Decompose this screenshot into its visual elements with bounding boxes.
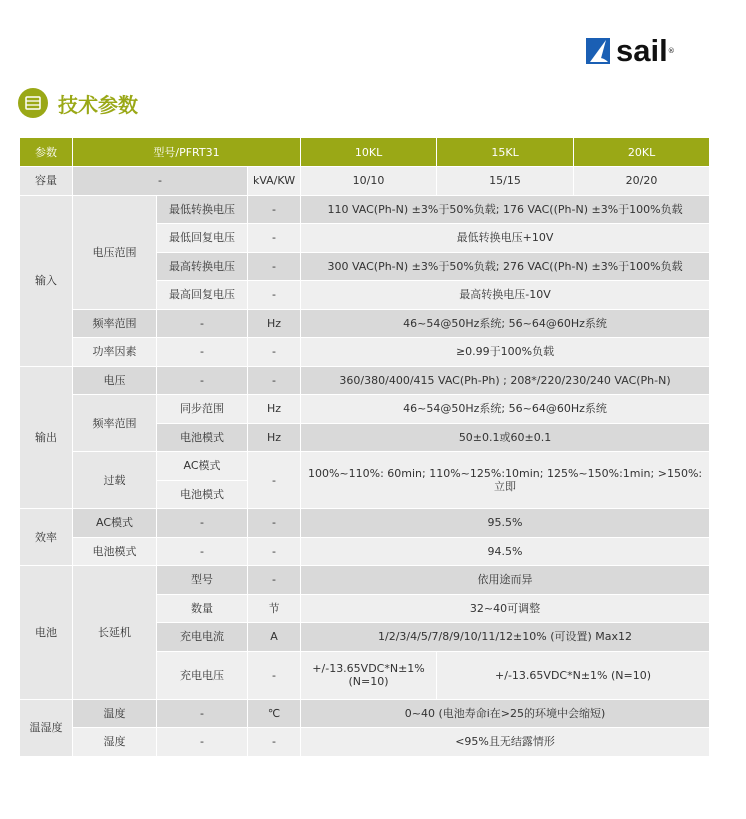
value-cell: +/-13.65VDC*N±1% (N=10) — [301, 651, 437, 699]
value-cell: 94.5% — [301, 537, 710, 566]
param-name: 最低回复电压 — [157, 224, 248, 253]
section-header — [18, 88, 138, 118]
table-row — [20, 366, 710, 395]
value-cell: 20/20 — [574, 167, 710, 196]
unit-cell: - — [248, 252, 301, 281]
unit-cell: - — [248, 537, 301, 566]
unit-cell: - — [248, 195, 301, 224]
unit-cell: A — [248, 623, 301, 652]
subgroup-label: 温度 — [73, 699, 157, 728]
table-row — [20, 338, 710, 367]
value-cell: 300 VAC(Ph-N) ±3%于50%负载; 276 VAC((Ph-N) ±3%于100%负载 — [301, 252, 710, 281]
param-name: - — [157, 699, 248, 728]
section-title: 技术参数 — [58, 92, 138, 117]
param-name: - — [157, 509, 248, 538]
table-row — [20, 167, 710, 196]
table-header-row — [20, 138, 710, 167]
table-row — [20, 509, 710, 538]
subgroup-label: 长延机 — [73, 566, 157, 700]
group-label: 温湿度 — [20, 699, 73, 756]
unit-cell: - — [248, 224, 301, 253]
unit-cell: - — [248, 366, 301, 395]
param-name: 充电电压 — [157, 651, 248, 699]
param-name: 电池模式 — [157, 423, 248, 452]
param-name: AC模式 — [157, 452, 248, 481]
unit-cell: - — [248, 509, 301, 538]
param-name: - — [157, 309, 248, 338]
value-cell: 110 VAC(Ph-N) ±3%于50%负载; 176 VAC((Ph-N) ±3%于100%负载 — [301, 195, 710, 224]
param-name: 型号 — [157, 566, 248, 595]
param-name: 充电电流 — [157, 623, 248, 652]
spec-list-icon — [18, 88, 48, 118]
value-cell: 46~54@50Hz系统; 56~64@60Hz系统 — [301, 309, 710, 338]
value-cell: ≥0.99于100%负载 — [301, 338, 710, 367]
value-cell: 46~54@50Hz系统; 56~64@60Hz系统 — [301, 395, 710, 424]
unit-cell: - — [248, 281, 301, 310]
table-row — [20, 537, 710, 566]
value-cell: 0~40 (电池寿命i在>25的环境中会缩短) — [301, 699, 710, 728]
sail-logo-text: sail — [616, 33, 668, 68]
param-name: - — [157, 366, 248, 395]
param-name: - — [157, 338, 248, 367]
value-cell: 最低转换电压+10V — [301, 224, 710, 253]
header-cell: 20KL — [574, 138, 710, 167]
unit-cell: - — [248, 452, 301, 509]
param-name: 最高转换电压 — [157, 252, 248, 281]
value-cell: 95.5% — [301, 509, 710, 538]
header-cell: 15KL — [437, 138, 574, 167]
unit-cell: kVA/KW — [248, 167, 301, 196]
value-cell: 32~40可调整 — [301, 594, 710, 623]
value-cell: 100%~110%: 60min; 110%~125%:10min; 125%~150%:1min; >150%: 立即 — [301, 452, 710, 509]
group-label: 输出 — [20, 366, 73, 509]
value-cell: 依用途而异 — [301, 566, 710, 595]
sail-logo-mark-icon — [586, 36, 612, 66]
table-row — [20, 728, 710, 757]
value-cell: 最高转换电压-10V — [301, 281, 710, 310]
value-cell: 1/2/3/4/5/7/8/9/10/11/12±10% (可设置) Max12 — [301, 623, 710, 652]
group-label: 电池 — [20, 566, 73, 700]
table-row — [20, 195, 710, 224]
param-name: 最高回复电压 — [157, 281, 248, 310]
param-name: - — [157, 537, 248, 566]
value-cell: 15/15 — [437, 167, 574, 196]
subgroup-label: AC模式 — [73, 509, 157, 538]
group-label: 输入 — [20, 195, 73, 366]
subgroup-label: 频率范围 — [73, 395, 157, 452]
unit-cell: - — [248, 651, 301, 699]
registered-mark: ® — [667, 47, 675, 55]
value-cell: 360/380/400/415 VAC(Ph-Ph) ; 208*/220/230/240 VAC(Ph-N) — [301, 366, 710, 395]
unit-cell: Hz — [248, 309, 301, 338]
param-name: - — [157, 728, 248, 757]
subgroup-label: 过载 — [73, 452, 157, 509]
subgroup-label: 电压范围 — [73, 195, 157, 309]
unit-cell: Hz — [248, 395, 301, 424]
value-cell: 10/10 — [301, 167, 437, 196]
cell: - — [73, 167, 248, 196]
header-cell: 参数 — [20, 138, 73, 167]
table-row — [20, 309, 710, 338]
table-row — [20, 699, 710, 728]
subgroup-label: 电池模式 — [73, 537, 157, 566]
value-cell: <95%且无结露情形 — [301, 728, 710, 757]
subgroup-label: 湿度 — [73, 728, 157, 757]
param-name: 最低转换电压 — [157, 195, 248, 224]
table-row — [20, 566, 710, 595]
subgroup-label: 频率范围 — [73, 309, 157, 338]
value-cell: 50±0.1或60±0.1 — [301, 423, 710, 452]
param-name: 数量 — [157, 594, 248, 623]
unit-cell: - — [248, 728, 301, 757]
sail-logo — [586, 33, 675, 68]
unit-cell: ℃ — [248, 699, 301, 728]
spec-table — [19, 137, 710, 757]
header-cell: 10KL — [301, 138, 437, 167]
table-row — [20, 452, 710, 481]
unit-cell: - — [248, 566, 301, 595]
group-label: 容量 — [20, 167, 73, 196]
header-cell: 型号/PFRT31 — [73, 138, 301, 167]
unit-cell: Hz — [248, 423, 301, 452]
value-cell: +/-13.65VDC*N±1% (N=10) — [437, 651, 710, 699]
subgroup-label: 电压 — [73, 366, 157, 395]
param-name: 电池模式 — [157, 480, 248, 509]
table-row — [20, 395, 710, 424]
subgroup-label: 功率因素 — [73, 338, 157, 367]
param-name: 同步范围 — [157, 395, 248, 424]
group-label: 效率 — [20, 509, 73, 566]
unit-cell: 节 — [248, 594, 301, 623]
unit-cell: - — [248, 338, 301, 367]
